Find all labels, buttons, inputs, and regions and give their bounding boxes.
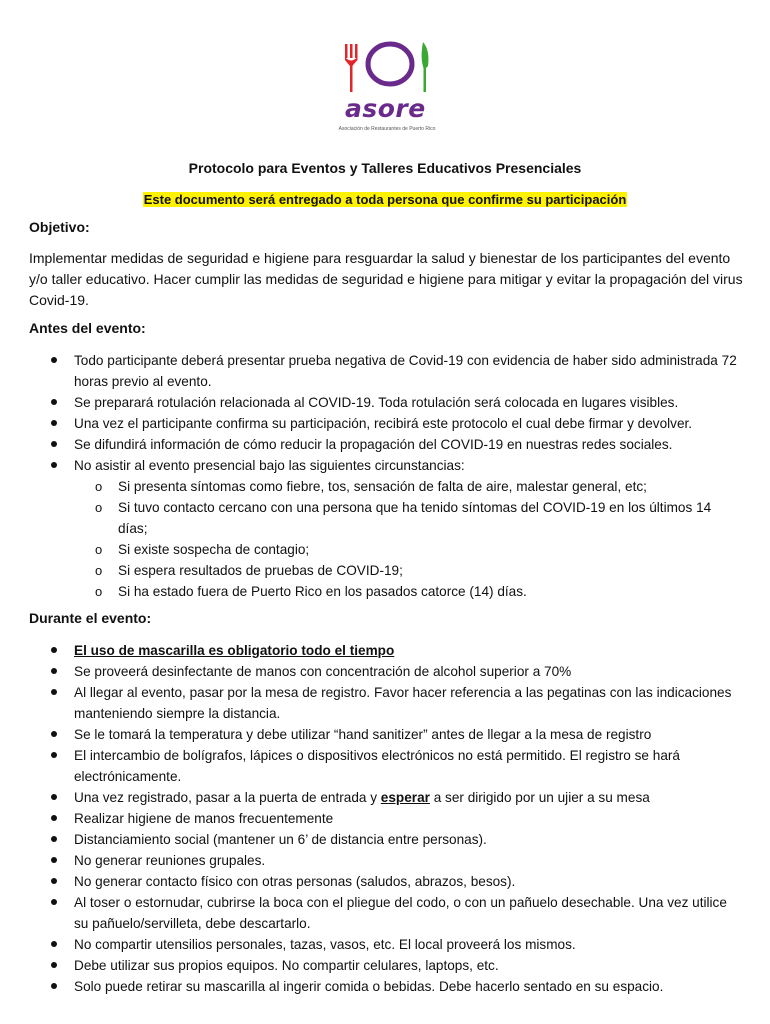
knife-icon — [422, 42, 429, 92]
durante-list — [0, 640, 770, 997]
antes-list — [0, 350, 770, 602]
durante-heading: Durante el evento: — [29, 610, 152, 626]
sublist-item: o Si presenta síntomas como fiebre, tos, sensación de falta de aire, malestar general, etc; — [74, 476, 718, 497]
list-item: Todo participante deberá presentar prueba negativa de Covid-19 con evidencia de haber sido administrada 72 horas previo al evento. — [0, 350, 744, 392]
objetivo-heading: Objetivo: — [29, 219, 90, 235]
list-item: Debe utilizar sus propios equipos. No compartir celulares, laptops, etc. — [0, 955, 744, 976]
circunstancias-sublist — [74, 476, 744, 602]
list-item-text: Una vez registrado, pasar a la puerta de entrada y — [74, 790, 381, 805]
list-item: Al llegar al evento, pasar por la mesa de registro. Favor hacer referencia a las pegatinas con las indicaciones manteniendo siempre la distancia. — [0, 682, 744, 724]
plate-icon — [368, 44, 412, 84]
asore-logo — [335, 38, 445, 138]
list-item: Una vez el participante confirma su participación, recibirá este protocolo el cual debe firmar y devolver. — [0, 413, 744, 434]
list-item: No generar contacto físico con otras personas (saludos, abrazos, besos). — [0, 871, 744, 892]
list-item: El intercambio de bolígrafos, lápices o dispositivos electrónicos no está permitido. El registro se hará electrónicamente. — [0, 745, 744, 787]
list-item: Se le tomará la temperatura y debe utilizar “hand sanitizer” antes de llegar a la mesa de registro — [0, 724, 744, 745]
sublist-item: o Si tuvo contacto cercano con una persona que ha tenido síntomas del COVID-19 en los últimos 14 días; — [74, 497, 718, 539]
logo-subtitle: Asociación de Restaurantes de Puerto Rico — [338, 126, 436, 132]
list-item: No generar reuniones grupales. — [0, 850, 744, 871]
mascarilla-obligatoria: El uso de mascarilla es obligatorio todo el tiempo — [74, 643, 395, 658]
list-item — [0, 640, 744, 661]
logo-wordmark: asore — [345, 94, 426, 123]
list-item: Distanciamiento social (mantener un 6’ de distancia entre personas). — [0, 829, 744, 850]
list-item: Al toser o estornudar, cubrirse la boca con el pliegue del codo, o con un pañuelo desechable. Una vez utilice su pañuelo/servilleta, debe descartarlo. — [0, 892, 744, 934]
list-item-text: No asistir al evento presencial bajo las siguientes circunstancias: — [74, 458, 465, 473]
document-subtitle — [0, 192, 770, 207]
esperar-emphasis: esperar — [380, 790, 430, 805]
list-item: Se difundirá información de cómo reducir la propagación del COVID-19 en nuestras redes sociales. — [0, 434, 744, 455]
highlighted-notice: Este documento será entregado a toda persona que confirme su participación — [143, 192, 627, 207]
document-title: Protocolo para Eventos y Talleres Educativos Presenciales — [188, 160, 582, 176]
list-item: Solo puede retirar su mascarilla al ingerir comida o bebidas. Debe hacerlo sentado en su espacio. — [0, 976, 744, 997]
sublist-item: o Si espera resultados de pruebas de COVID-19; — [74, 560, 718, 581]
list-item-text: a ser dirigido por un ujier a su mesa — [429, 790, 650, 805]
sublist-item: o Si existe sospecha de contagio; — [74, 539, 718, 560]
list-item: Se proveerá desinfectante de manos con concentración de alcohol superior a 70% — [0, 661, 744, 682]
list-item — [0, 787, 744, 808]
list-item: Realizar higiene de manos frecuentemente — [0, 808, 744, 829]
objetivo-paragraph: Implementar medidas de seguridad e higiene para resguardar la salud y bienestar de los participantes del evento y/o taller educativo. Hacer cumplir las medidas de seguridad e higiene para mitigar y evitar la propagación del virus Covid-19. — [29, 250, 743, 308]
list-item — [0, 455, 744, 602]
fork-icon — [345, 44, 358, 92]
sublist-item: o Si ha estado fuera de Puerto Rico en los pasados catorce (14) días. — [74, 581, 718, 602]
antes-heading: Antes del evento: — [29, 320, 146, 336]
list-item: No compartir utensilios personales, tazas, vasos, etc. El local proveerá los mismos. — [0, 934, 744, 955]
list-item: Se preparará rotulación relacionada al COVID-19. Toda rotulación será colocada en lugares visibles. — [0, 392, 744, 413]
